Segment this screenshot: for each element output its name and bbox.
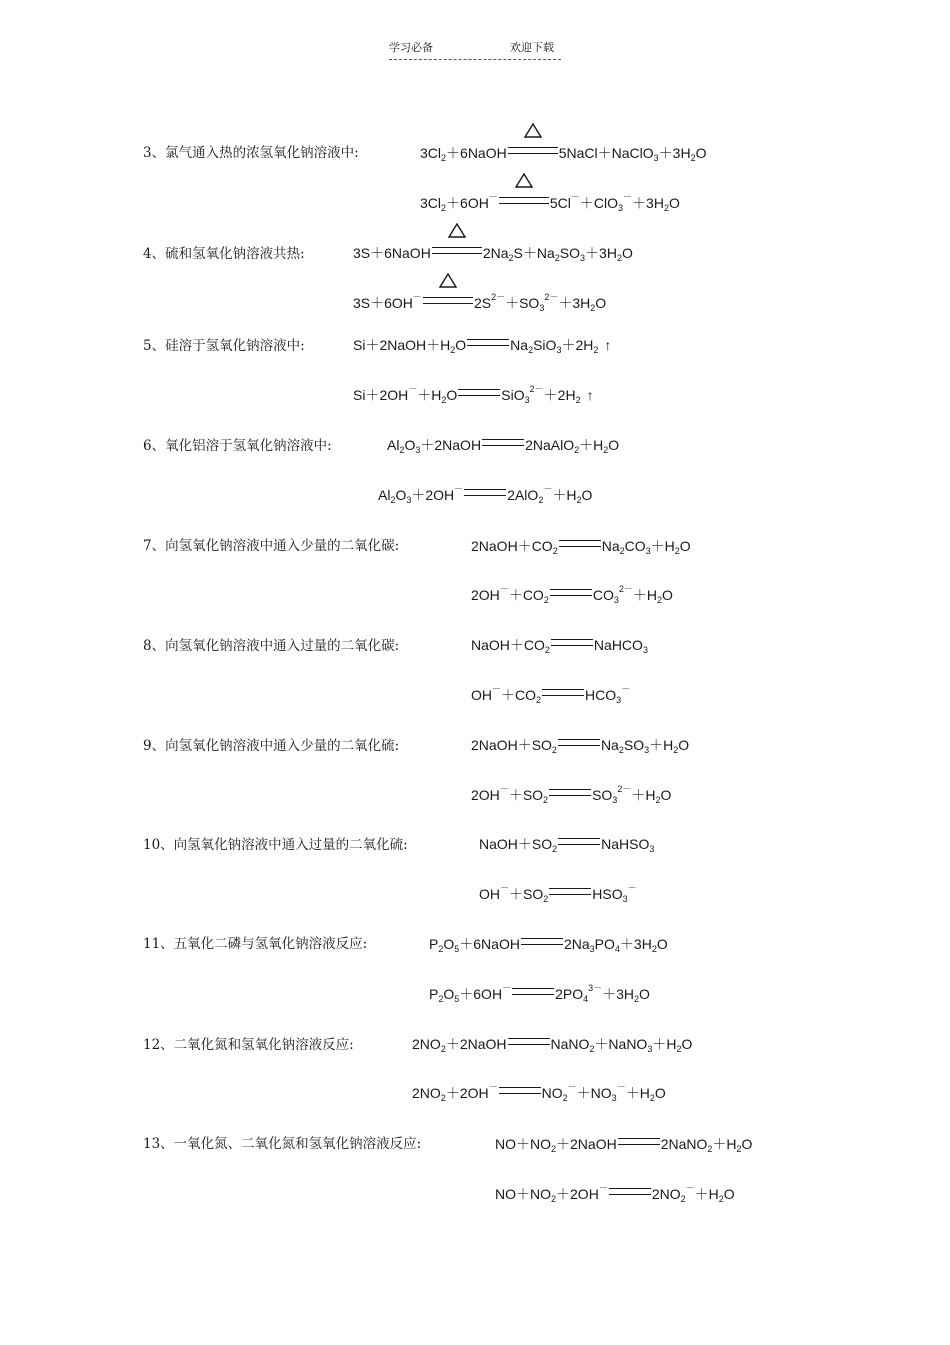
equation-3-ionic: $3Cl_2+6OH^-$ $5Cl^-+ClO_3^-+3H_2O$ [420, 194, 680, 212]
equation-6-ionic: $Al_2O_3+2OH^-$ $2AlO_2^-+H_2O$ [378, 484, 593, 505]
heat-triangle-icon [515, 173, 533, 188]
equation-5-molecular: $Si+2NaOH+H_2O$ $Na_2SiO_3+2H_2$ ↑ [353, 337, 612, 355]
equation-9-ionic: $2OH^-+SO_2$ $SO_3^{2-}+H_2O$ [471, 784, 672, 805]
reaction-label-4: 4、硫和氢氧化钠溶液共热: [143, 246, 305, 262]
equation-12-ionic: $2NO_2+2OH^-$ $NO_2^-+NO_3^-+H_2O$ [412, 1082, 666, 1103]
heat-triangle-icon [448, 223, 466, 238]
equation-11-molecular: $P_2O_5+6NaOH$ $2Na_3PO_4+3H_2O$ [429, 936, 668, 954]
equation-4-ionic: 3S＋6OH－ $2S^{2-}+SO_3^{2-}+3H_2O$ [353, 294, 606, 312]
reaction-label-7: 7、向氢氧化钠溶液中通入少量的二氧化碳: [143, 538, 400, 554]
equation-7-molecular: $2NaOH+CO_2$ $Na_2CO_3+H_2O$ [471, 538, 691, 556]
equation-7-ionic: $2OH^-+CO_2$ $CO_3^{2-}+H_2O$ [471, 584, 673, 605]
reaction-label-8: 8、向氢氧化钠溶液中通入过量的二氧化碳: [143, 638, 400, 654]
heat-triangle-icon [524, 123, 542, 138]
reaction-label-5: 5、硅溶于氢氧化钠溶液中: [143, 338, 305, 354]
reaction-label-12: 12、二氧化氮和氢氧化钠溶液反应: [143, 1037, 354, 1053]
reaction-label-13: 13、一氧化氮、二氧化氮和氢氧化钠溶液反应: [143, 1136, 422, 1152]
reaction-label-11: 11、五氧化二磷与氢氧化钠溶液反应: [143, 936, 368, 952]
reaction-label-9: 9、向氢氧化钠溶液中通入少量的二氧化硫: [143, 738, 400, 754]
equation-3-molecular: $3Cl_2+6NaOH$ $5NaCl+NaClO_3+3H_2O$ [420, 144, 706, 162]
equation-13-molecular: $NO+NO_2+2NaOH$ $2NaNO_2+H_2O$ [495, 1136, 753, 1154]
page-header [389, 39, 561, 60]
reaction-label-10: 10、向氢氧化钠溶液中通入过量的二氧化硫: [143, 837, 408, 853]
equation-8-ionic: $OH^-+CO_2$ $HCO_3^-$ [471, 684, 631, 705]
equation-4-molecular: 3S＋6NaOH $2Na_2S+Na_2SO_3+3H_2O$ [353, 244, 633, 262]
equation-5-ionic: $Si+2OH^-+H_2O$ $SiO_3^{2-}+2H_2$ ↑ [353, 384, 594, 405]
equation-8-molecular: $NaOH+CO_2$ NaHCO$_3$ [471, 637, 648, 655]
equation-9-molecular: $2NaOH+SO_2$ $Na_2SO_3+H_2O$ [471, 737, 690, 755]
equation-13-ionic: $NO+NO_2+2OH^-$ $2NO_2^-+H_2O$ [495, 1183, 735, 1204]
header-left: 学习必备 [389, 41, 433, 54]
equation-11-ionic: $P_2O_5+6OH^-$ $2PO_4^{3-}+3H_2O$ [429, 983, 650, 1004]
equation-6-molecular: $Al_2O_3+2NaOH$ $2NaAlO_2+H_2O$ [387, 437, 620, 455]
reaction-label-3: 3、氯气通入热的浓氢氧化钠溶液中: [143, 145, 359, 161]
reaction-label-6: 6、氧化铝溶于氢氧化钠溶液中: [143, 438, 332, 454]
equation-10-molecular: $NaOH+SO_2$ NaHSO$_3$ [479, 836, 655, 854]
header-right: 欢迎下载 [510, 41, 554, 54]
equation-12-molecular: $2NO_2+2NaOH$ $NaNO_2+NaNO_3+H_2O$ [412, 1036, 693, 1054]
heat-triangle-icon [439, 273, 457, 288]
equation-10-ionic: $OH^-+SO_2$ $HSO_3^-$ [479, 883, 637, 904]
